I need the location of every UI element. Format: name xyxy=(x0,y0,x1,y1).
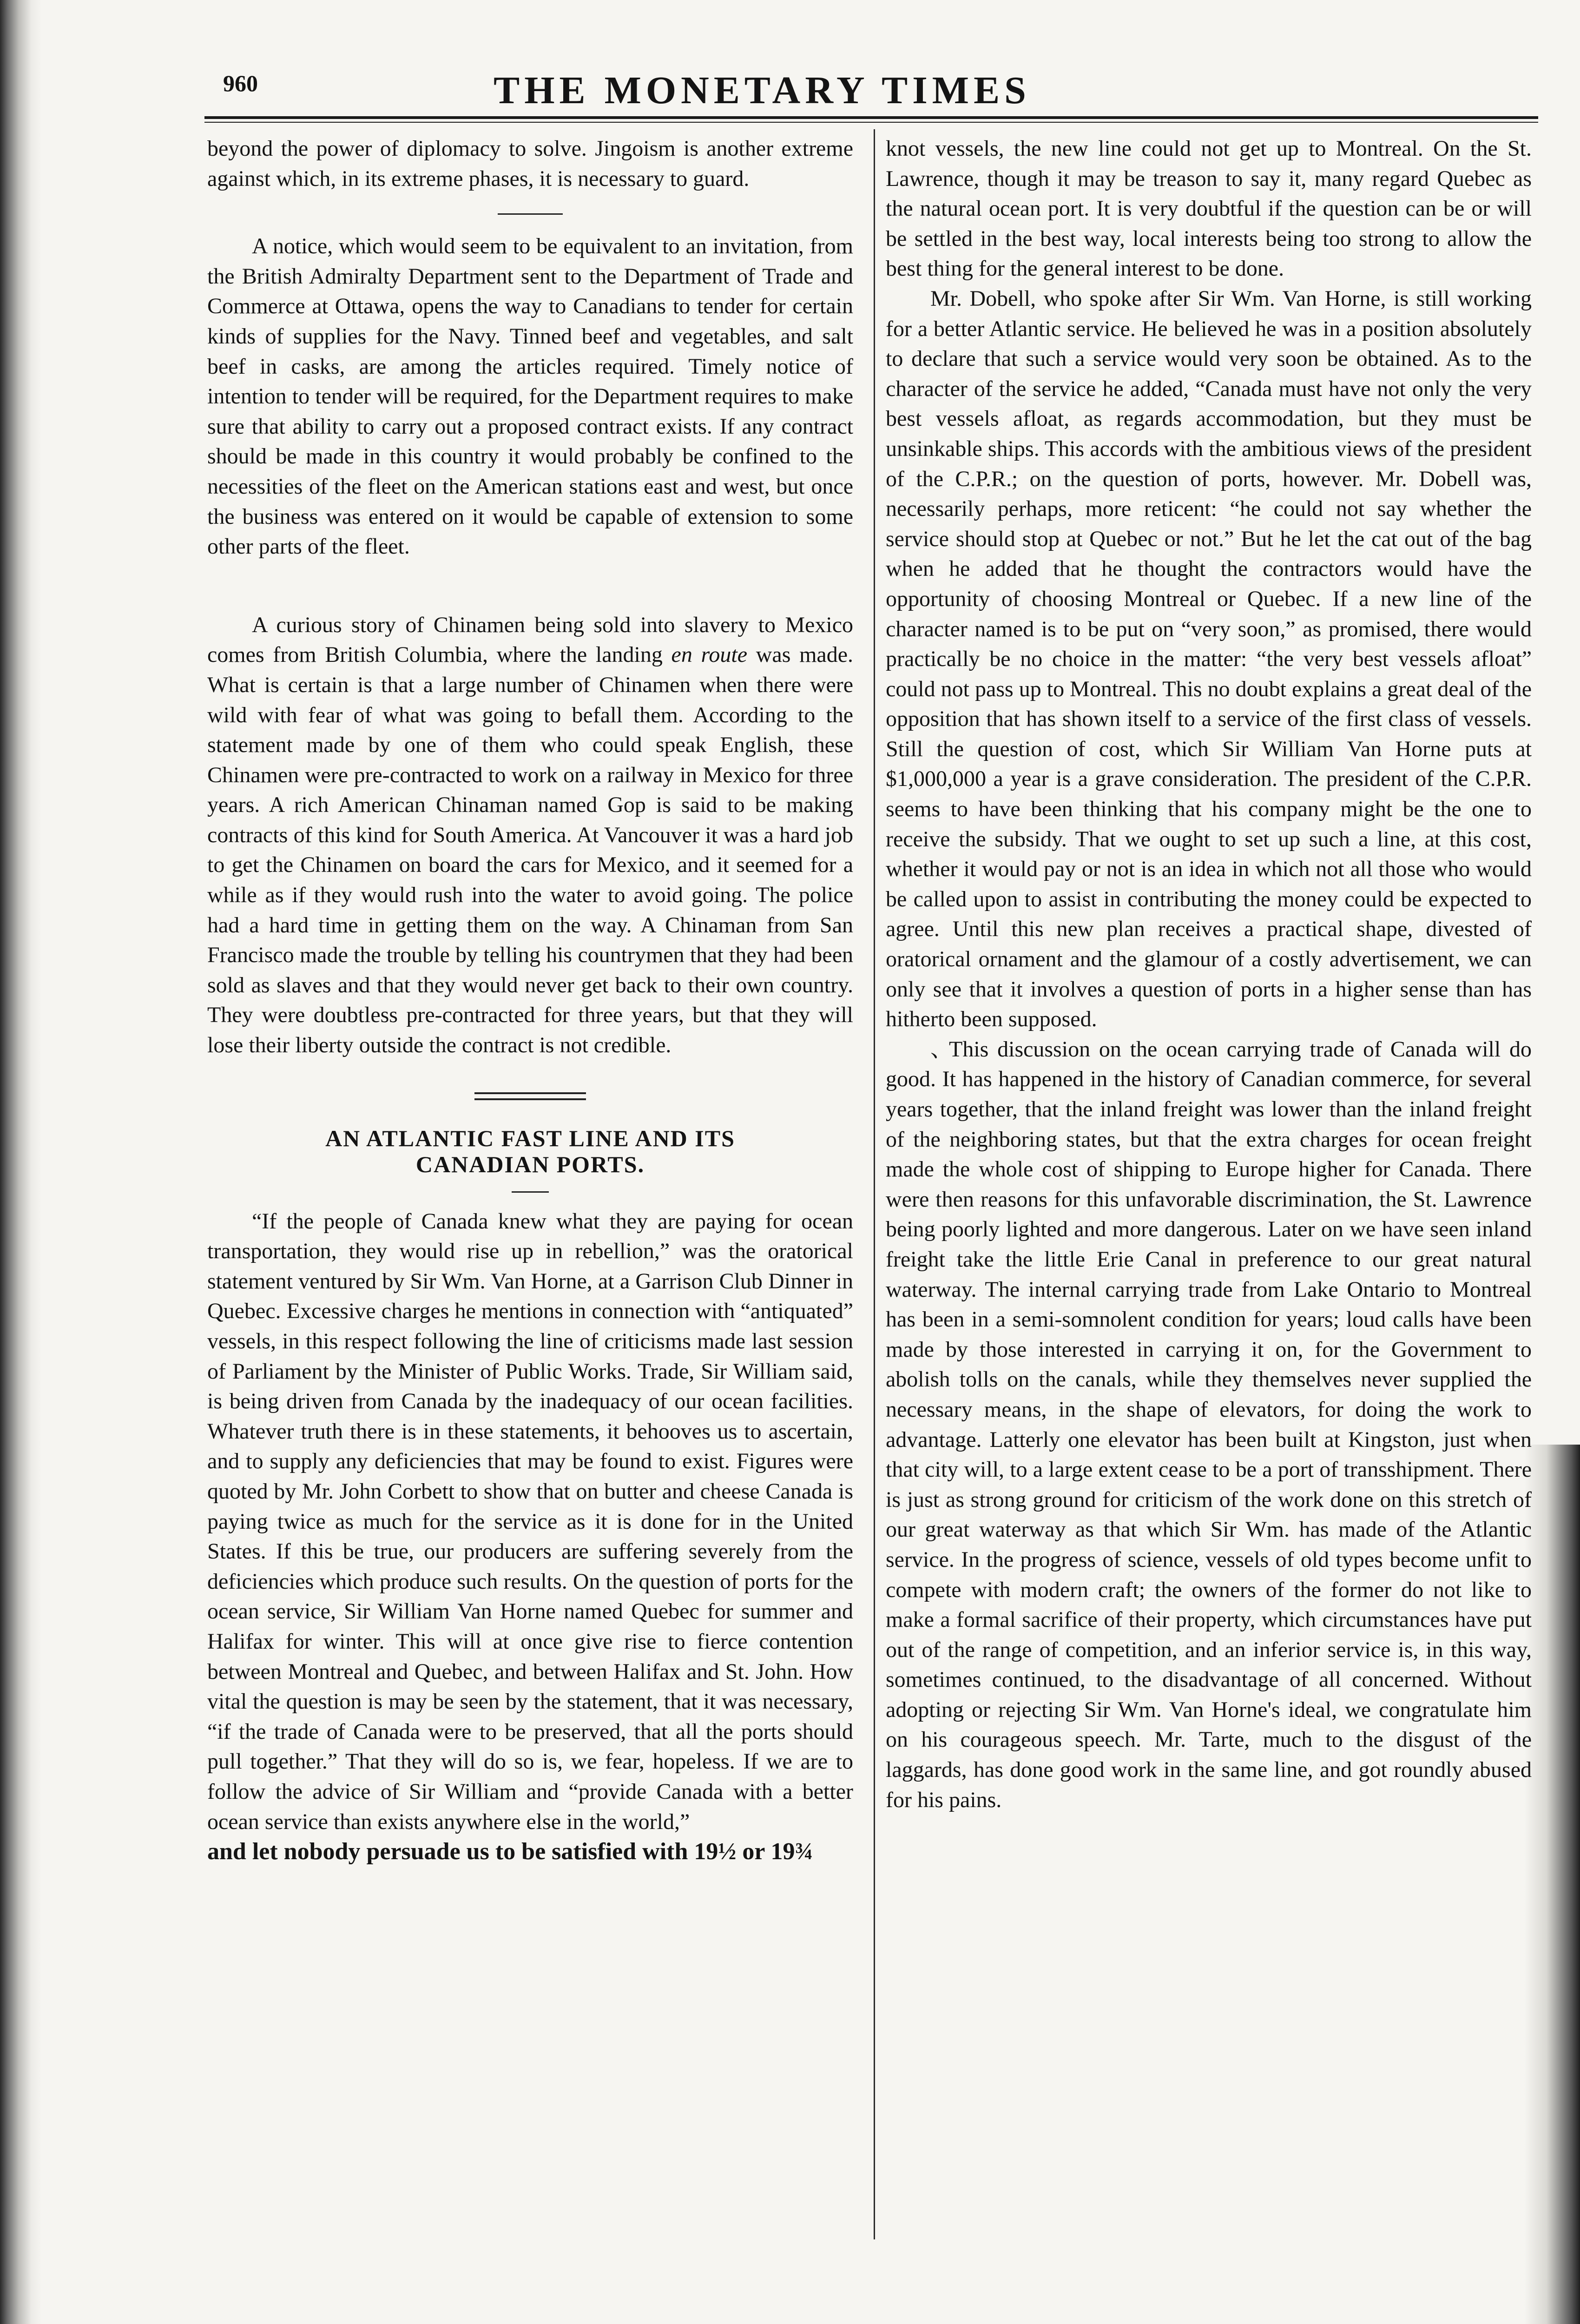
headline-rule xyxy=(512,1191,549,1193)
left-column xyxy=(207,134,853,1867)
paragraph-jingoism: beyond the power of diplomacy to solve. Jingoism is another extreme against which, in its extreme phases, it is necessary to guard. xyxy=(207,136,853,191)
paragraph-van-horne-speech: “If the people of Canada knew what they are paying for ocean transportation, they would rise up in rebellion,” was the oratorical statement ventured by Sir Wm. Van Horne, at a Garrison Club Dinner in Quebec. Excessive charges he mentions in connection with “antiquated” vessels, in this respect following the line of criticisms made last session of Parliament by the Minister of Public Works. Trade, Sir William said, is being driven from Canada by the inadequacy of our ocean facilities. Whatever truth there is in these statements, it behooves us to ascertain, and to supply any deficiencies that may be found to exist. Figures were quoted by Mr. John Corbett to show that on butter and cheese Canada is paying twice as much for the service as it is done for in the United States. If this be true, our producers are suffering severely from the deficiencies which produce such results. On the question of ports for the ocean service, Sir William Van Horne named Quebec for summer and Halifax for winter. This will at once give rise to fierce contention between Montreal and Quebec, and between Halifax and St. John. How vital the question is may be seen by the statement, that it was necessary, “if the trade of Canada were to be preserved, that all the ports should pull together.” That they will do so is, we fear, hopeless. If we are to follow the advice of Sir William and “provide Canada with a better ocean service than exists anywhere else in the world,” xyxy=(207,1208,853,1834)
page-binding-shadow xyxy=(0,0,42,2324)
paragraph-knot-vessels: knot vessels, the new line could not get up to Montreal. On the St. Lawrence, though it may be treason to say it, many regard Quebec as the natural ocean port. It is very doubtful if the question can be or will be settled in the best way, local interests being too strong to allow the best thing for the general interest to be done. xyxy=(886,136,1532,281)
paragraph-ocean-trade xyxy=(886,1035,1532,1815)
article-headline xyxy=(207,1125,853,1177)
paragraph-admiralty-notice: A notice, which would seem to be equivalent to an invitation, from the British Admiralty Department sent to the Department of Trade and Commerce at Ottawa, opens the way to Canadians to tender for certain kinds of supplies for the Navy. Tinned beef and vegetables, and salt beef in casks, are among the articles required. Timely notice of intention to tender will be required, for the Department requires to make sure that ability to carry out a proposed contract exists. If any contract should be made in this country it would probably be confined to the necessities of the fleet on the American stations east and west, but once the business was entered on it would be capable of extension to some other parts of the fleet. xyxy=(207,234,853,559)
section-gap xyxy=(207,562,853,610)
headline-line-2: CANADIAN PORTS. xyxy=(415,1151,645,1177)
ocean-trade-text: This discussion on the ocean carrying trade of Canada will do good. It has happened in the history of Canadian commerce, for several years together, that the inland freight was lower than the inland freight of the neighboring states, but that the extra charges for ocean freight made the whole cost of shipping to Europe higher for Canada. There were then reasons for this unfavorable discrimination, the St. Lawrence being poorly lighted and more dangerous. Later on we have seen inland freight take the little Erie Canal in preference to our great natural waterway. The internal carrying trade from Lake Ontario to Montreal has been in a semi-somnolent condition for years; loud calls have been made by those interested in carrying it on, for the Government to abolish tolls on the canals, while they themselves never supplied the necessary means, in the shape of elevators, for doing the work to advantage. Latterly one elevator has been built at Kingston, just when that city will, to a large extent cease to be a port of transshipment. There is just as strong ground for criticism of the work done on this stretch of our great waterway as that which Sir Wm. has made of the Atlantic service. In the progress of science, vessels of old types become unfit to compete with modern craft; the owners of the former do not like to make a formal sacrifice of their property, which circumstances have put out of the range of competition, and an inferior service is, in this way, sometimes continued, to the disadvantage of all concerned. Without adopting or rejecting Sir Wm. Van Horne's ideal, we congratulate him on his courageous speech. Mr. Tarte, much to the disgust of the laggards, has done good work in the same line, and got roundly abused for his pains. xyxy=(886,1037,1532,1812)
header-rule xyxy=(204,116,1538,119)
column-divider xyxy=(874,129,875,2239)
article-separator xyxy=(474,1092,586,1100)
paragraph-dobell: Mr. Dobell, who spoke after Sir Wm. Van Horne, is still working for a better Atlantic service. He believed he was in a position absolutely to declare that such a service would very soon be obtained. As to the character of the service he added, “Canada must have not only the very best vessels afloat, as regards accommodation, but they must be unsinkable ships. This accords with the ambitious views of the president of the C.P.R.; on the question of ports, however. Mr. Dobell was, necessarily perhaps, more reticent: “he could not say whether the service should stop at Quebec or not.” But he let the cat out of the bag when he added that he thought the contractors would have the opportunity of choosing Montreal or Quebec. If a new line of the character named is to be put on “very soon,” as promised, there would practically be no choice in the matter: “the very best vessels afloat” could not pass up to Montreal. This no doubt explains a great deal of the opposition that has shown itself to a service of the first class of vessels. Still the question of cost, which Sir William Van Horne puts at $1,000,000 a year is a grave consideration. The president of the C.P.R. seems to have been thinking that his company might be the one to receive the subsidy. That we ought to set up such a line, at this cost, whether it would pay or not is an idea in which not all those who would be called upon to assist in contributing the money could be expected to agree. Until this new plan receives a practical shape, divested of oratorical ornament and the glamour of a costly advertisement, we can only see that it involves a question of ports in a higher sense than has hitherto been supposed. xyxy=(886,286,1532,1032)
masthead-title: THE MONETARY TIMES xyxy=(494,69,1031,112)
right-column xyxy=(886,134,1532,1815)
paragraph-chinamen-story xyxy=(207,610,853,1061)
paragraph-last-line: and let nobody persuade us to be satisfied with 19½ or 19¾ xyxy=(207,1838,813,1865)
header-rule-thin xyxy=(204,122,1538,123)
chinamen-text-a: A curious story of Chinamen being sold into slavery to Mexico comes from British Columbia, where the landing xyxy=(207,612,853,667)
chinamen-text-b: was made. What is certain is that a large number of Chinamen when there were wild with fear of what was going to befall them. According to the statement made by one of them who could speak English, these Chinamen were pre-contracted to work on a railway in Mexico for three years. A rich American Chinaman named Gop is said to be making contracts of this kind for South America. At Vancouver it was a hard job to get the Chinamen on board the cars for Mexico, and it seemed for a while as if they would rush into the water to avoid going. The police had a hard time in getting them on the way. A Chinaman from San Francisco made the trouble by telling his countrymen that they had been sold as slaves and that they would never get back to their own country. They were doubtless pre-contracted for three years, but that they will lose their liberty outside the contract is not credible. xyxy=(207,642,854,1058)
page-edge-shadow xyxy=(1524,1445,1580,2324)
en-route-italic: en route xyxy=(671,642,748,667)
stray-mark: 、 xyxy=(930,1037,953,1062)
headline-line-1: AN ATLANTIC FAST LINE AND ITS xyxy=(325,1125,735,1151)
page-header xyxy=(204,64,1320,115)
section-rule xyxy=(498,213,563,215)
page-number: 960 xyxy=(223,70,258,96)
